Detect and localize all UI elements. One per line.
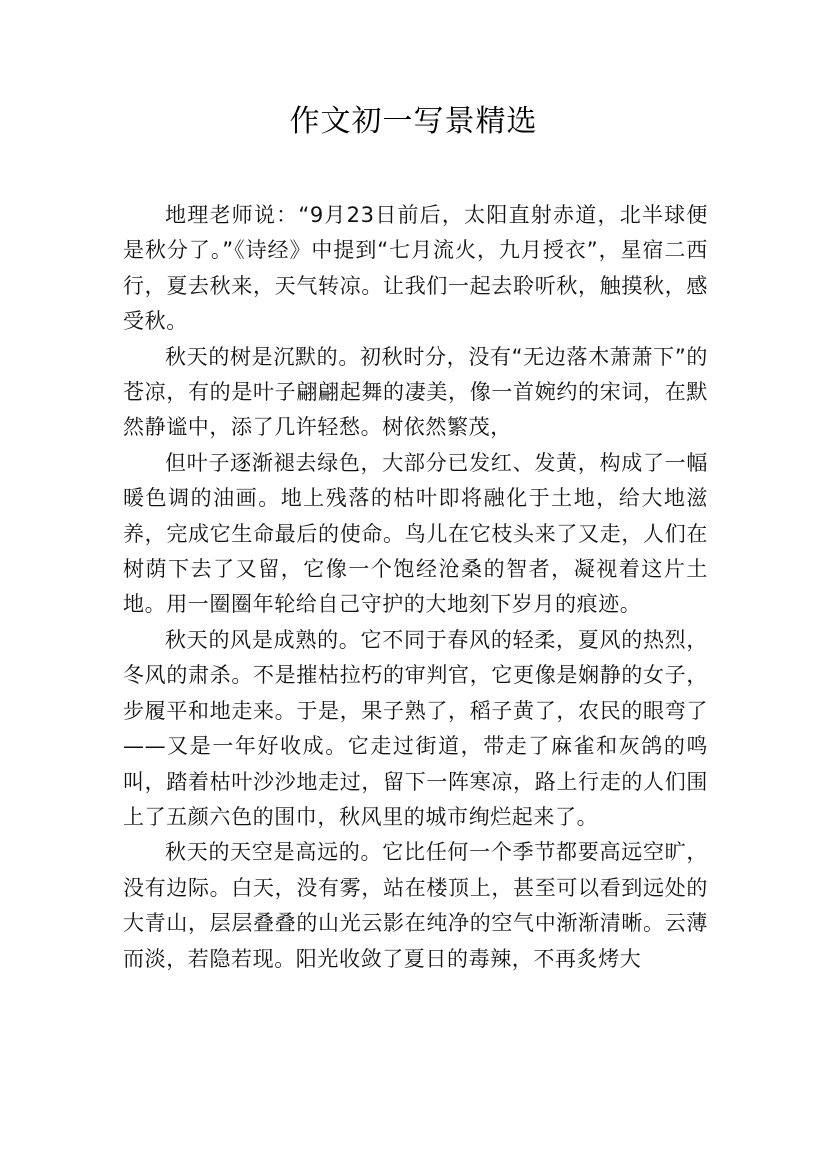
paragraph-5: 秋天的天空是高远的。它比任何一个季节都要高远空旷，没有边际。白天，没有雾，站在楼顶上，甚至可以看到远处的大青山，层层叠叠的山光云影在纯净的空气中渐渐清晰。云薄而淡，若隐若现。阳光收敛了夏日的毒辣，不再炙烤大 — [123, 840, 708, 971]
paragraph-1: 地理老师说：“9月23日前后，太阳直射赤道，北半球便是秋分了。”《诗经》中提到“七月流火，九月授衣”，星宿二西行，夏去秋来，天气转凉。让我们一起去聆听秋，触摸秋，感受秋。 — [123, 203, 708, 334]
document-title: 作文初一写景精选 — [289, 104, 538, 139]
paragraph-2: 秋天的树是沉默的。初秋时分，没有“无边落木萧萧下”的苍凉，有的是叶子翩翩起舞的凄美，像一首婉约的宋词，在默然静谧中，添了几许轻愁。树依然繁茂， — [123, 344, 708, 440]
paragraph-3: 但叶子逐渐褪去绿色，大部分已发红、发黄，构成了一幅暖色调的油画。地上残落的枯叶即将融化于土地，给大地滋养，完成它生命最后的使命。鸟儿在它枝头来了又走，人们在树荫下去了又留，它像一个饱经沧桑的智者，凝视着这片土地。用一圈圈年轮给自己守护的大地刻下岁月的痕迹。 — [123, 450, 708, 617]
paragraph-4: 秋天的风是成熟的。它不同于春风的轻柔，夏风的热烈，冬风的肃杀。不是摧枯拉朽的审判官，它更像是娴静的女子，步履平和地走来。于是，果子熟了，稻子黄了，农民的眼弯了——又是一年好收成。它走过街道，带走了麻雀和灰鸽的鸣叫，踏着枯叶沙沙地走过，留下一阵寒凉，路上行走的人们围上了五颜六色的围巾，秋风里的城市绚烂起来了。 — [123, 627, 708, 829]
document-body — [123, 198, 708, 977]
